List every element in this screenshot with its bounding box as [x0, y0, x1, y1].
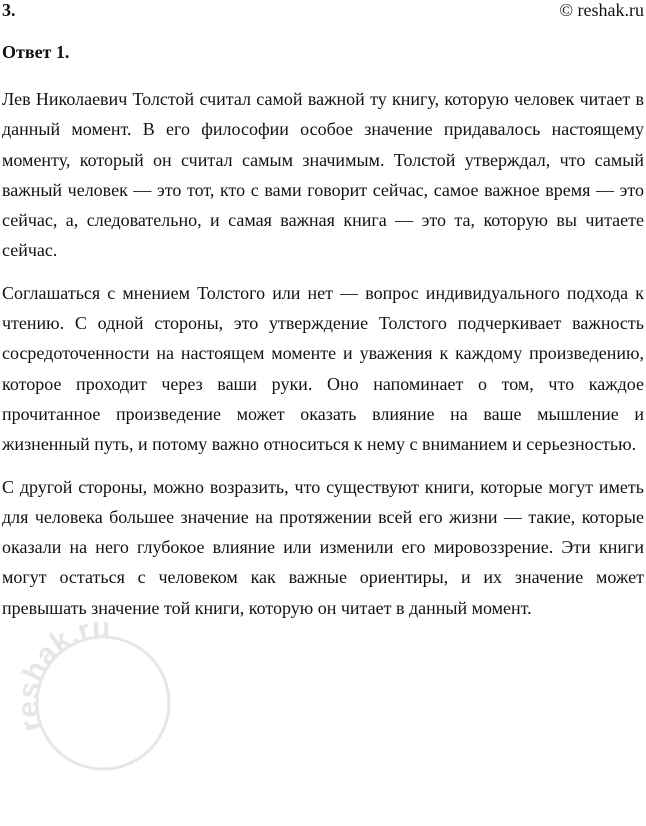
page-header: [2, 0, 644, 24]
task-number: 3.: [2, 0, 16, 20]
watermark-text-path: reshak.ru: [11, 611, 111, 737]
watermark-logo: [8, 608, 198, 798]
watermark-seal: [8, 608, 198, 798]
copyright-notice: © reshak.ru: [559, 0, 644, 20]
watermark-ring: [37, 637, 169, 769]
answer-title: Ответ 1.: [2, 42, 70, 62]
answer-paragraph-1: Лев Николаевич Толстой считал самой важной ту книгу, которую человек читает в данный момент. В его философии особое значение придавалось настоящему моменту, который он считал самым значимым. Толстой утверждал, что самый важный человек — это тот, кто с вами говорит сейчас, самое важное время — это сейчас, а, следовательно, и самая важная книга — это та, которую вы читаете сейчас.: [2, 89, 644, 261]
answer-paragraph-2: Соглашаться с мнением Толстого или нет — вопрос индивидуального подхода к чтению. С одной стороны, это утверждение Толстого подчеркивает важность сосредоточенности на настоящем моменте и уважения к каждому произведению, которое проходит через ваши руки. Оно напоминает о том, что каждое прочитанное произведение может оказать влияние на ваше мышление и жизненный путь, и потому важно относиться к нему с вниманием и серьезностью.: [2, 282, 644, 455]
answer-body: [2, 84, 644, 635]
answer-paragraph-3: С другой стороны, можно возразить, что существуют книги, которые могут иметь для человека большее значение на протяжении всей его жизни — такие, которые оказали на него глубокое влияние или изменили его мировоззрение. Эти книги могут остаться с человеком как важные ориентиры, и их значение может превышать значение той книги, которую он читает в данный момент.: [2, 476, 644, 618]
